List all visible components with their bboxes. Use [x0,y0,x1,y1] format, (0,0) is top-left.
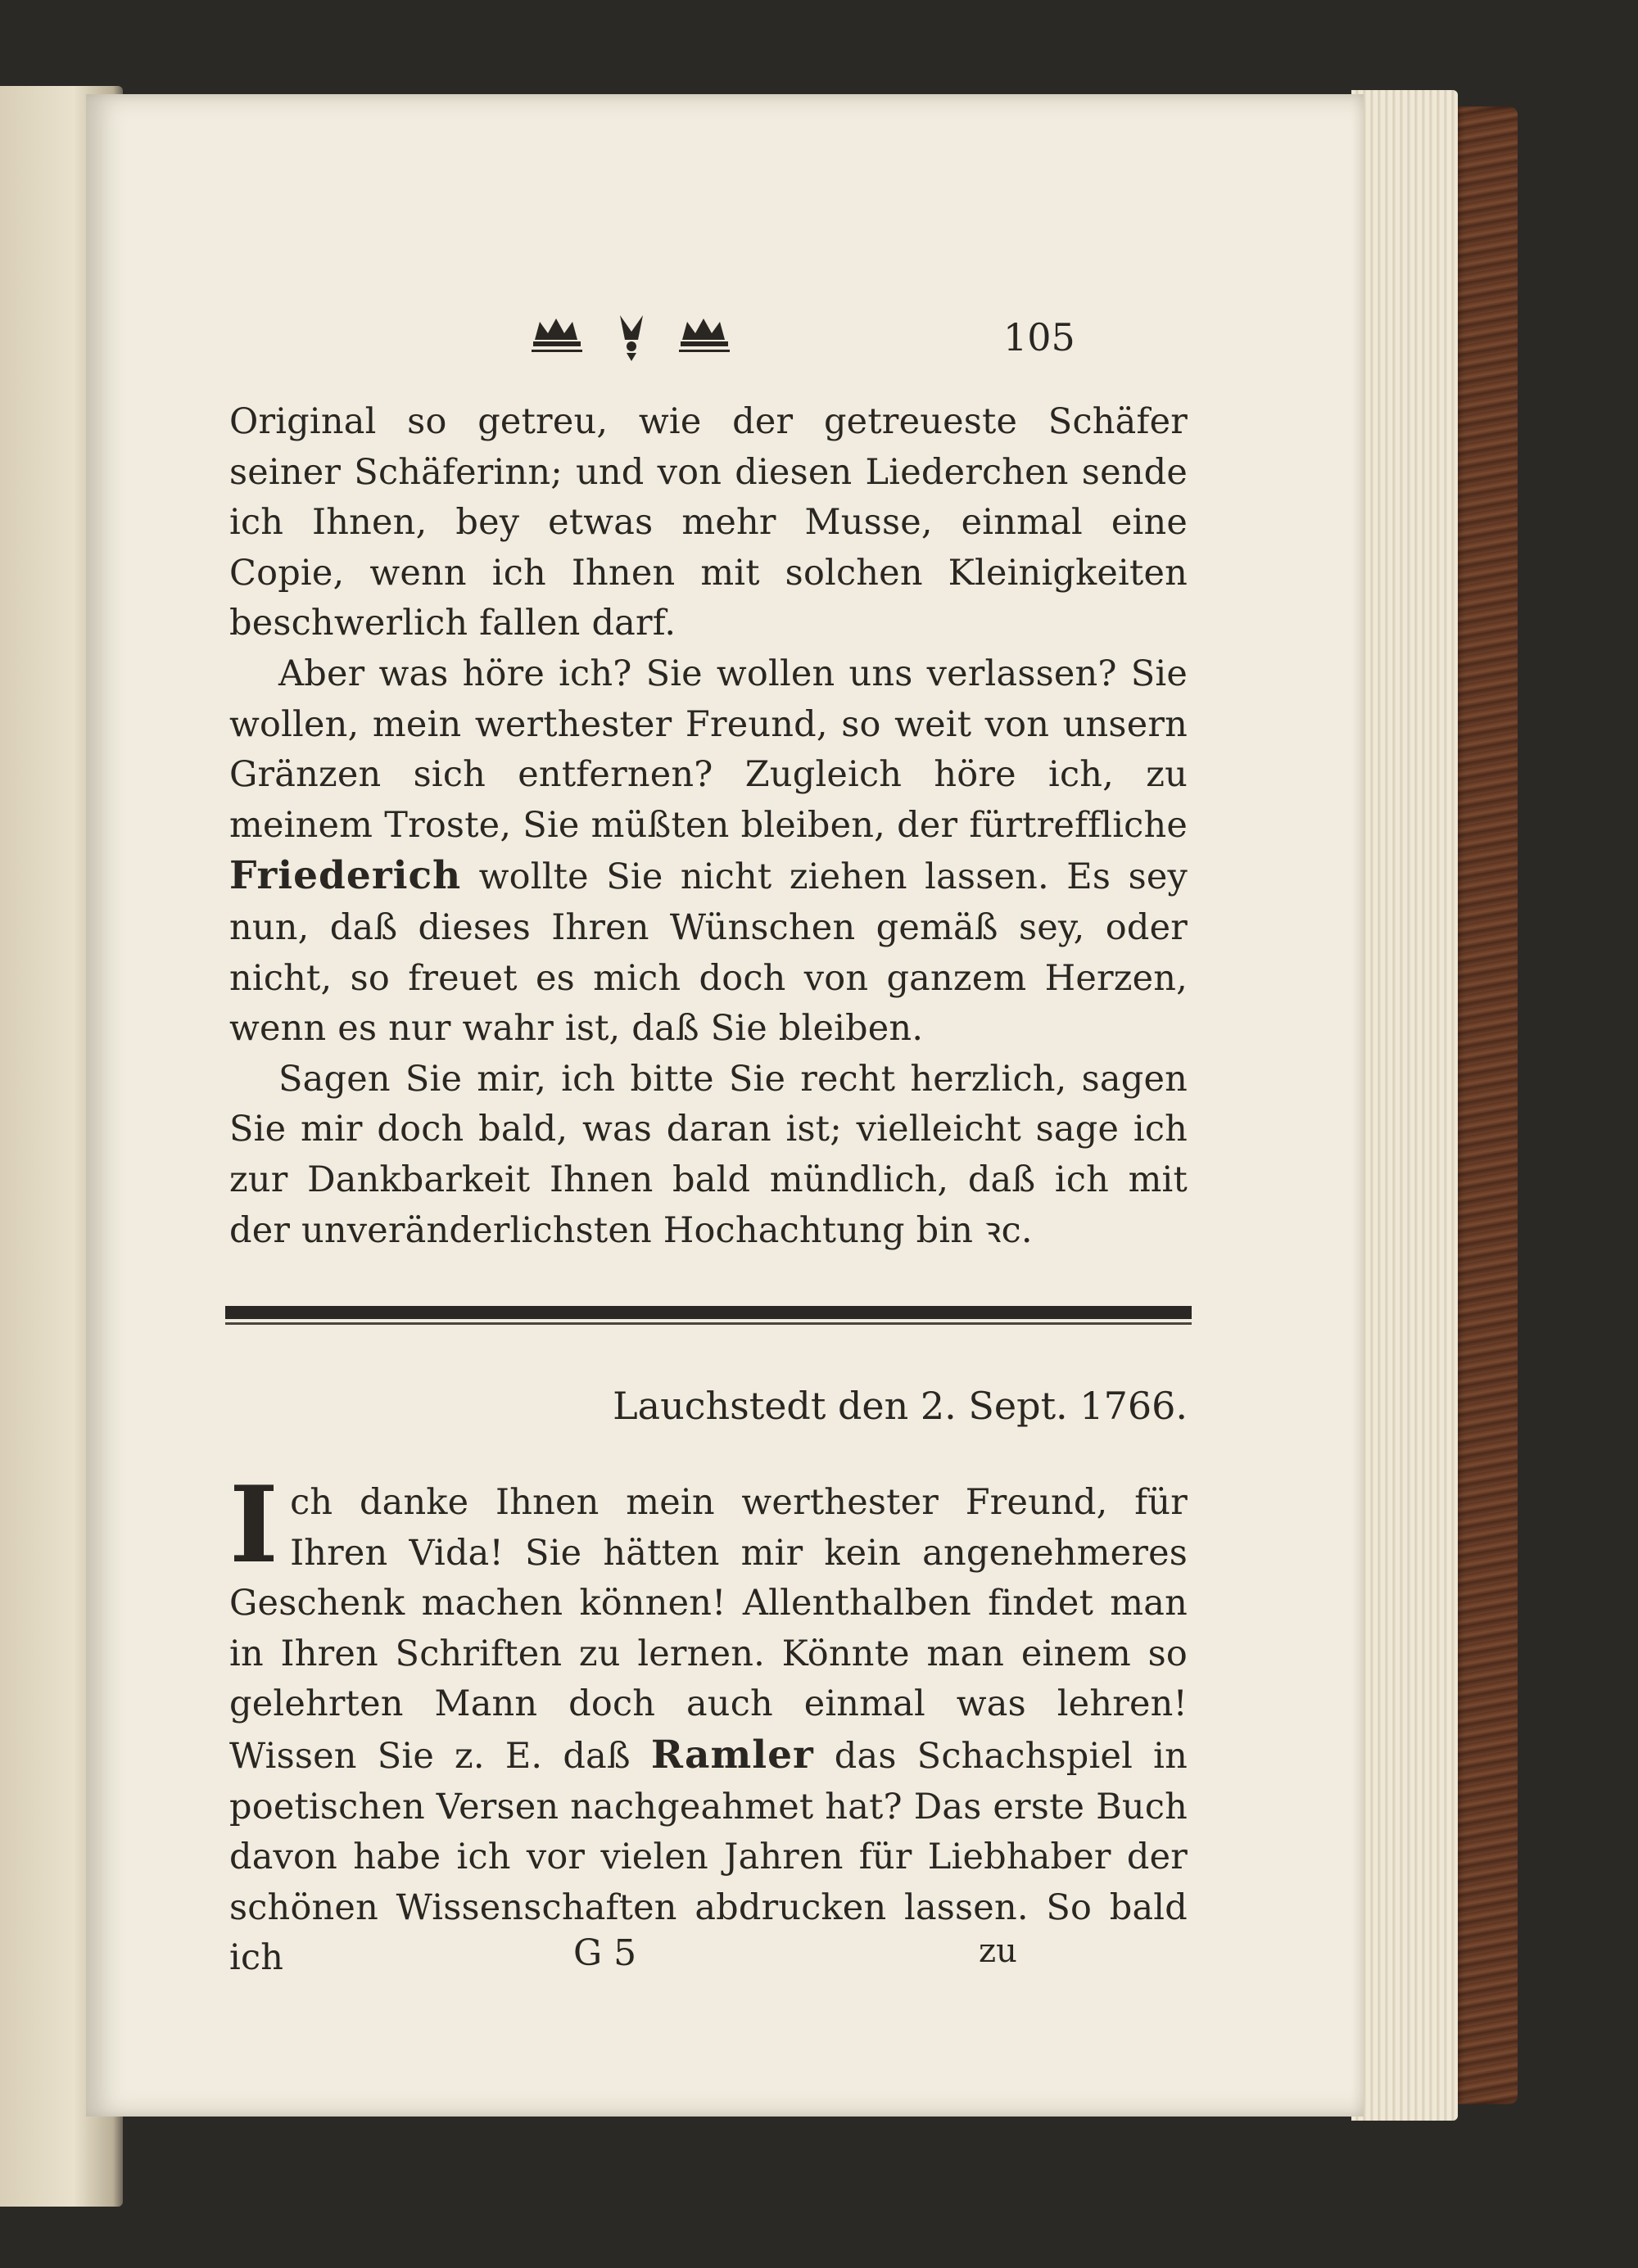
emphasized-name: Ramler [650,1732,814,1778]
drop-cap: I [229,1464,279,1587]
paragraph-text: wollte Sie nicht ziehen lassen. Es sey nun, daß dieses Ihren Wünschen gemäß sey, oder nicht, so freuet es mich doch von ganzem Herzen, wenn es nur wahr ist, daß Sie bleiben. [229,856,1188,1050]
page-block-edges [1351,90,1458,2121]
paragraph: Original so getreu, wie der getreueste Schäfer seiner Schäferinn; und von diesen Liederchen sende ich Ihnen, bey etwas mehr Musse, einmal eine Copie, wenn ich Ihnen mit solchen Kleinigkeiten beschwerlich fallen darf. [229,401,1188,644]
paragraph-text: das Schachspiel in poetischen Versen nachgeahmet hat? Das erste Buch davon habe ich vor vielen Jahren für Liebhaber der schönen Wissenschaften abdrucken lassen. So bald ich [229,1735,1188,1979]
paragraph [229,649,1188,1055]
section-rule-thin [225,1322,1192,1325]
section-rule [225,1306,1192,1319]
paragraph-text: Aber was höre ich? Sie wollen uns verlassen? Sie wollen, mein werthester Freund, so weit von unsern Gränzen sich entfernen? Zugleich höre ich, zu meinem Troste, Sie müßten bleiben, der fürtreffliche [229,653,1188,846]
dateline: Lauchstedt den 2. Sept. 1766. [613,1384,1188,1428]
letter-one-body [229,397,1188,1256]
book-page [86,94,1364,2117]
paragraph: Sagen Sie mir, ich bitte Sie recht herzlich, sagen Sie mir doch bald, was daran ist; vielleicht sage ich zur Dankbarkeit Ihnen bald mündlich, daß ich mit der unveränderlichsten Hochachtung bin ꝛc. [229,1058,1188,1251]
paragraph [229,1464,1188,1984]
page-number: 105 [1003,315,1075,359]
book-cover [1454,106,1518,2104]
letter-two-body [229,1464,1188,1984]
emphasized-name: Friederich [229,853,462,899]
paragraph-text: ch danke Ihnen mein werthester Freund, für Ihren Vida! Sie hätten mir kein angenehmeres Geschenk machen können! Allenthalben findet man in Ihren Schriften zu lernen. Könnte man einem so gelehrten Mann doch auch einmal was lehren! Wissen Sie z. E. daß [229,1482,1188,1777]
signature-mark: G 5 [573,1932,637,1974]
page-header [86,307,1364,373]
crown-ornament-icon [528,307,733,364]
catchword: zu [979,1932,1017,1970]
